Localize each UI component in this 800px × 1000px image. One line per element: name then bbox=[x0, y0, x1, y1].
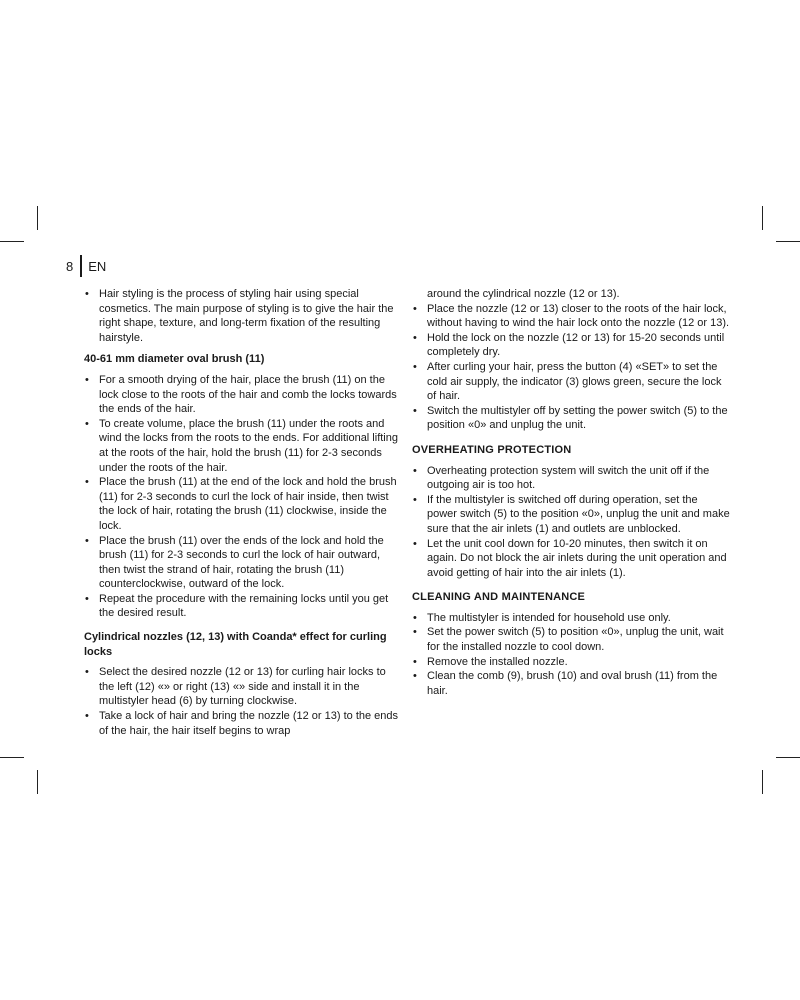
page-number: 8 bbox=[66, 258, 74, 274]
section-heading-cylindrical-nozzles: Cylindrical nozzles (12, 13) with Coanda* effect for curling locks bbox=[84, 631, 387, 658]
list-item: • Take a lock of hair and bring the nozzle (12 or 13) to the ends of the hair, the hair itself begins to wrap bbox=[84, 709, 402, 738]
list-item: • Overheating protection system will switch the unit off if the outgoing air is too hot. bbox=[412, 464, 730, 493]
list-item: • Clean the comb (9), brush (10) and oval brush (11) from the hair. bbox=[412, 669, 730, 698]
crop-mark bbox=[776, 241, 800, 242]
crop-mark bbox=[0, 757, 24, 758]
list-item: • Select the desired nozzle (12 or 13) for curling hair locks to the left (12) «» or right (13) «» side and install it in the multistyler head (6) by turning clockwise. bbox=[84, 665, 402, 709]
list-item: • To create volume, place the brush (11) under the roots and wind the locks from the roots to the ends. For additional lifting at the roots of the hair, hold the brush (11) for 2-3 seconds under the roots of the hair. bbox=[84, 417, 402, 475]
right-column bbox=[412, 287, 730, 698]
crop-mark bbox=[0, 241, 24, 242]
list-item-continuation: around the cylindrical nozzle (12 or 13). bbox=[427, 288, 620, 300]
list-item: • If the multistyler is switched off during operation, set the power switch (5) to the position «0», unplug the unit and make sure that the air inlets (1) and outlets are unblocked. bbox=[412, 493, 730, 537]
list-item: • The multistyler is intended for household use only. bbox=[412, 611, 730, 626]
intro-list bbox=[84, 287, 402, 345]
list-item: • Hair styling is the process of styling hair using special cosmetics. The main purpose of styling is to give the hair the right shape, texture, and long-term fixation of the resulting hairstyle. bbox=[84, 287, 402, 345]
crop-mark bbox=[37, 770, 38, 794]
crop-mark bbox=[37, 206, 38, 230]
overheating-list bbox=[412, 464, 730, 581]
list-item: • Set the power switch (5) to position «0», unplug the unit, wait for the installed nozzle to cool down. bbox=[412, 625, 730, 654]
header-divider bbox=[80, 255, 82, 277]
cylindrical-nozzles-list bbox=[84, 665, 402, 738]
crop-mark bbox=[762, 770, 763, 794]
list-item: • Place the nozzle (12 or 13) closer to the roots of the hair lock, without having to wind the hair lock onto the nozzle (12 or 13). bbox=[412, 302, 730, 331]
crop-mark bbox=[776, 757, 800, 758]
nozzle-continuation-list bbox=[412, 287, 730, 433]
language-label: EN bbox=[88, 258, 107, 274]
left-column bbox=[84, 287, 402, 738]
list-item: • Let the unit cool down for 10-20 minutes, then switch it on again. Do not block the air inlets during the unit operation and avoid getting of hair into the air inlets (1). bbox=[412, 537, 730, 581]
list-item: • Repeat the procedure with the remaining locks until you get the desired result. bbox=[84, 592, 402, 621]
list-item: • Switch the multistyler off by setting the power switch (5) to the position «0» and unplug the unit. bbox=[412, 404, 730, 433]
crop-mark bbox=[762, 206, 763, 230]
oval-brush-list bbox=[84, 373, 402, 621]
section-heading-oval-brush: 40-61 mm diameter oval brush (11) bbox=[84, 353, 265, 366]
list-item: • Remove the installed nozzle. bbox=[412, 655, 730, 670]
page-header bbox=[66, 254, 106, 278]
list-item: • Place the brush (11) over the ends of the lock and hold the brush (11) for 2-3 seconds to curl the lock of hair outward, then twist the strand of hair, rotating the brush (11) counterclockwise, outward of the lock. bbox=[84, 534, 402, 592]
section-heading-cleaning: CLEANING AND MAINTENANCE bbox=[412, 591, 586, 604]
cleaning-list bbox=[412, 611, 730, 699]
list-item: • For a smooth drying of the hair, place the brush (11) on the lock close to the roots of the hair and comb the locks towards the ends of the hair. bbox=[84, 373, 402, 417]
list-item: • Place the brush (11) at the end of the lock and hold the brush (11) for 2-3 seconds to curl the lock of hair inside, then twist the lock of hair, rotating the brush (11) clockwise, inside the lock. bbox=[84, 475, 402, 533]
section-heading-overheating: OVERHEATING PROTECTION bbox=[412, 443, 572, 456]
list-item: • After curling your hair, press the button (4) «SET» to set the cold air supply, the indicator (3) glows green, secure the lock of hair. bbox=[412, 360, 730, 404]
list-item: • Hold the lock on the nozzle (12 or 13) for 15-20 seconds until completely dry. bbox=[412, 331, 730, 360]
